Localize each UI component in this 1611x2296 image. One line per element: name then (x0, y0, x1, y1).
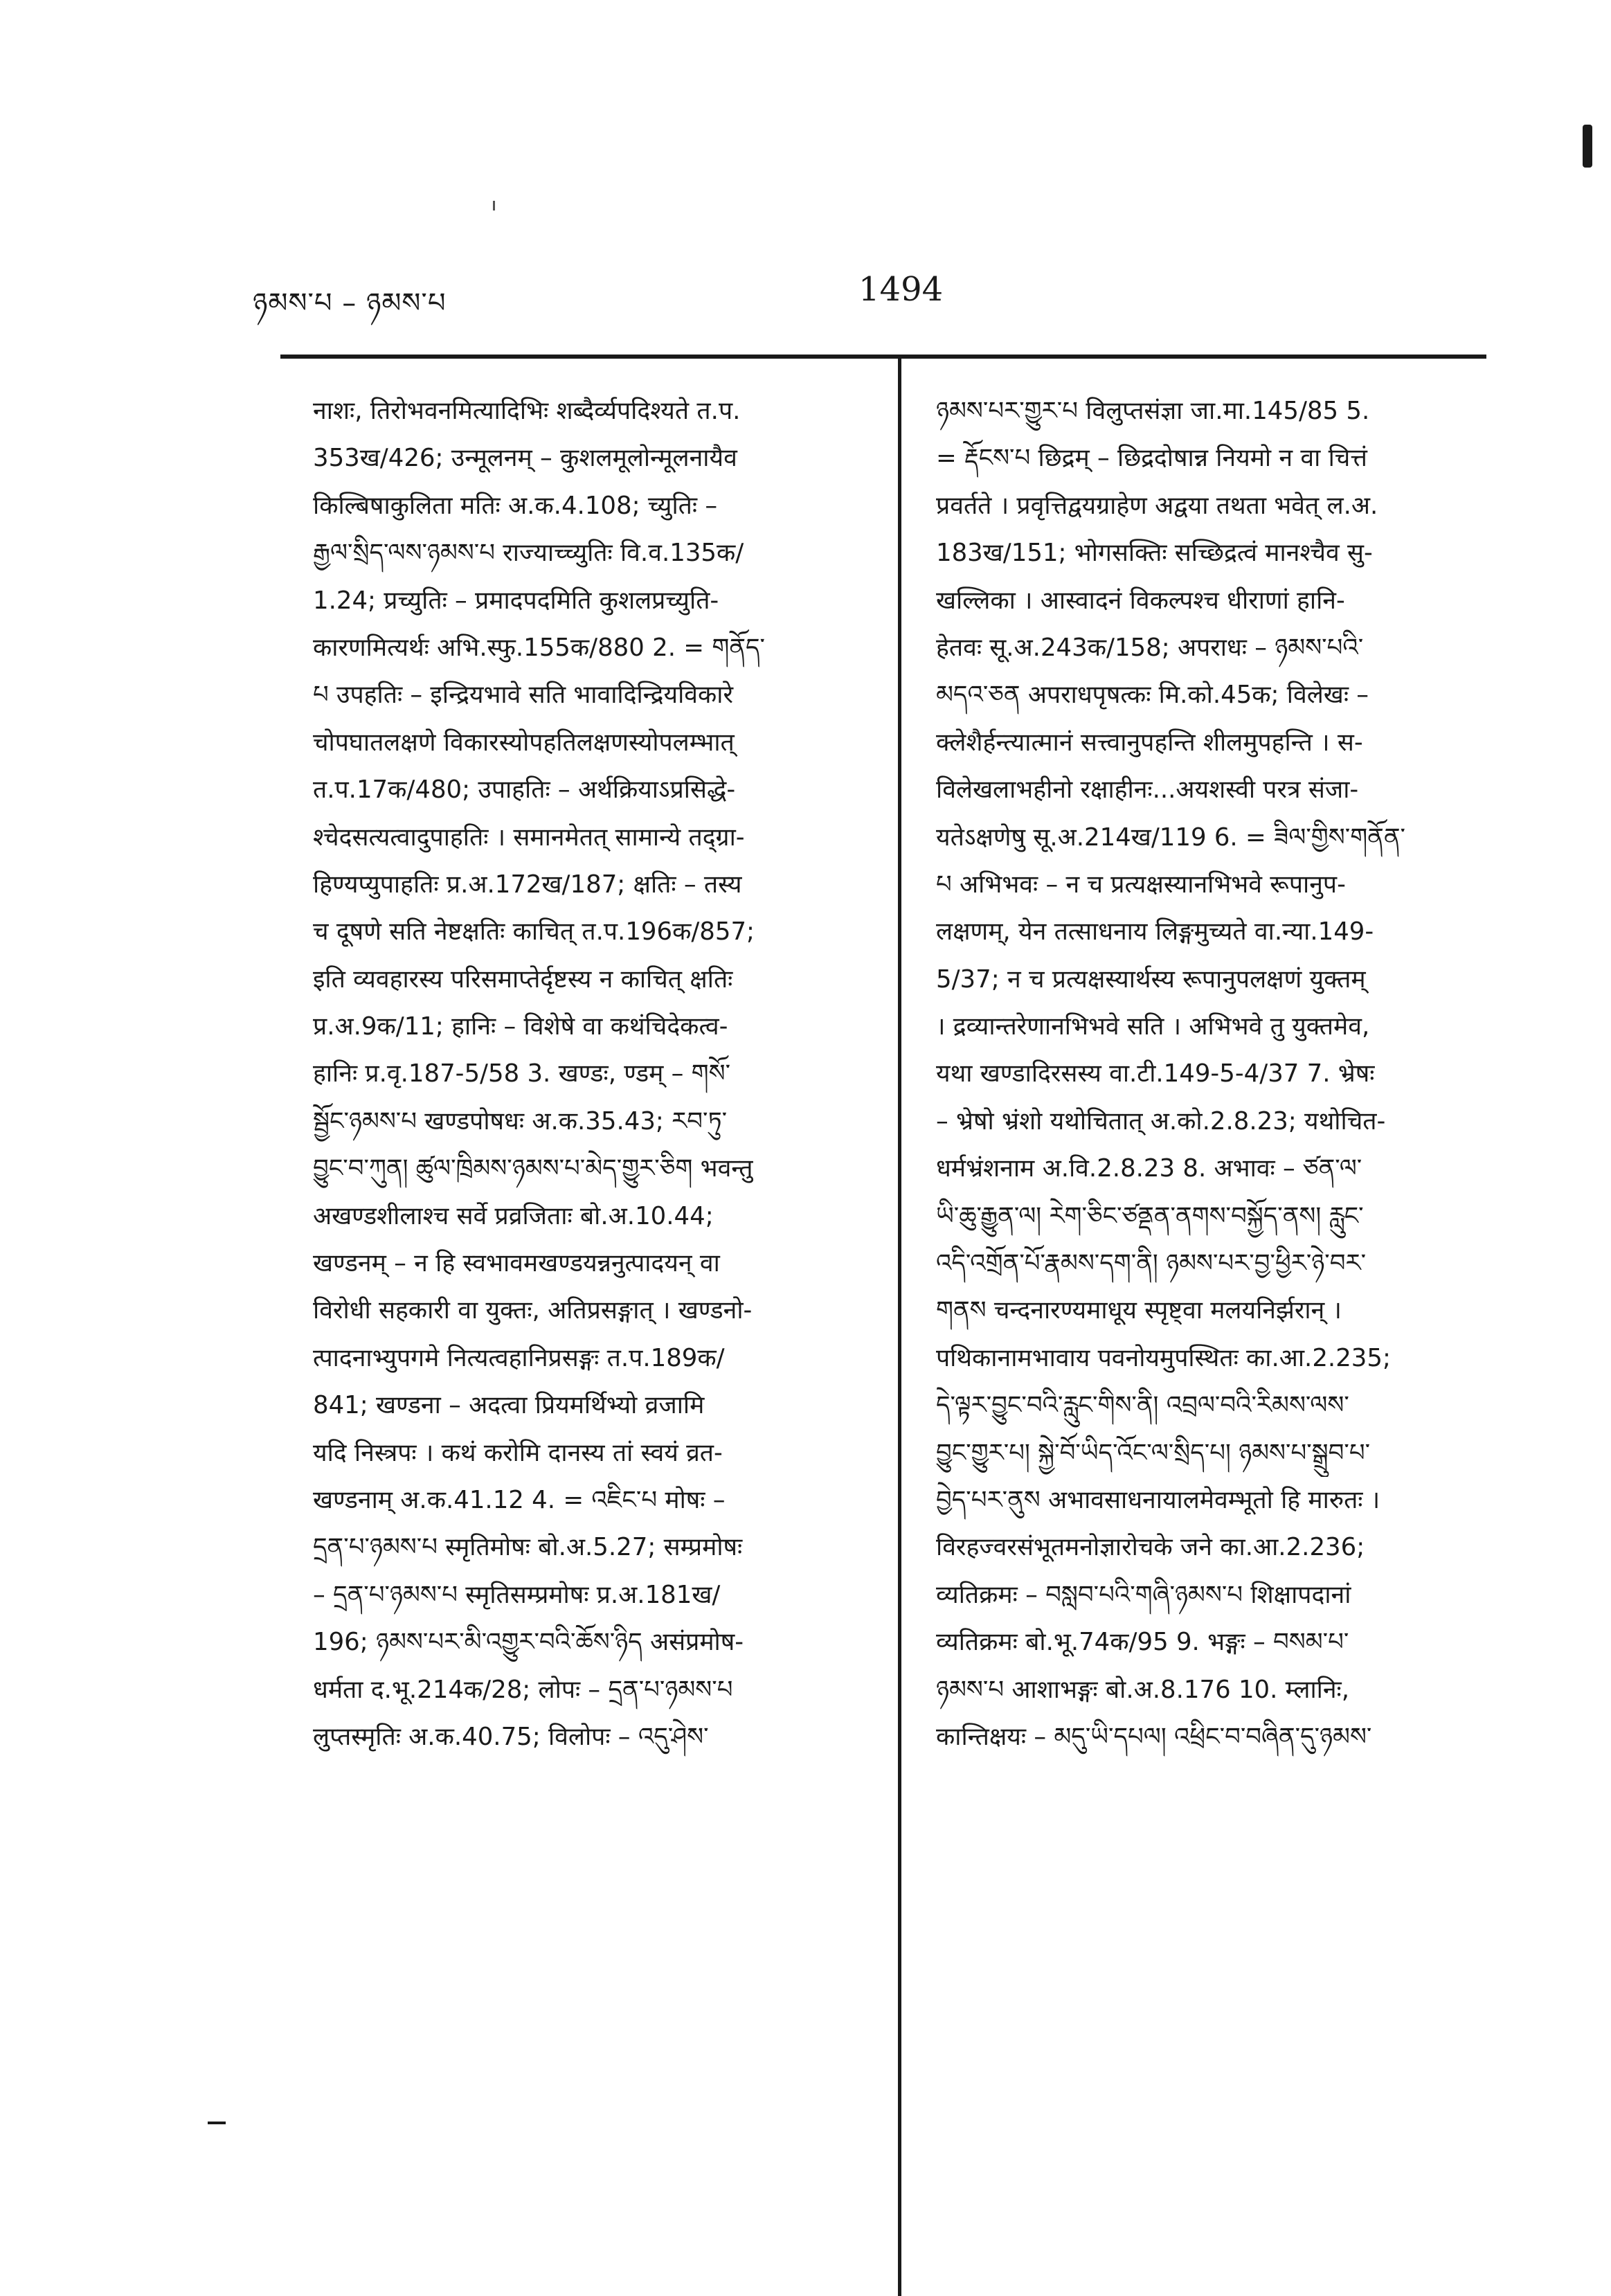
scan-mark (1583, 125, 1592, 168)
text-line: विरहज्वरसंभूतमनोज्ञारोचके जने का.आ.2.236; (936, 1533, 1365, 1562)
text-line: किल्बिषाकुलिता मतिः अ.क.4.108; च्युतिः – (313, 491, 718, 520)
text-line: प्र.अ.9क/11; हानिः – विशेषे वा कथंचिदेकत्व- (313, 1012, 728, 1041)
text-line: त.प.17क/480; उपाहतिः – अर्थक्रियाऽप्रसिद्धे- (313, 775, 736, 805)
text-line: པ अभिभवः – न च प्रत्यक्षस्यानभिभवे रूपानुप- (936, 870, 1346, 899)
scan-speck (493, 201, 495, 210)
left-column (313, 388, 905, 1761)
text-line: यतेऽक्षणेषु सू.अ.214ख/119 6. = ཟིལ་གྱིས་གནོན་ (936, 823, 1405, 852)
scan-dash (208, 2122, 226, 2124)
text-line: རྒྱལ་སྲིད་ལས་ཉམས་པ राज्याच्च्युतिः वि.व.135क/ (313, 539, 744, 568)
text-line: པ उपहतिः – इन्द्रियभावे सति भावादिन्द्रियविकारे (313, 681, 733, 710)
text-line: 353ख/426; उन्मूलनम् – कुशलमूलोन्मूलनायैव (313, 444, 737, 473)
right-column (936, 388, 1528, 1761)
text-line: नाशः, तिरोभवनमित्यादिभिः शब्दैर्व्यपदिश्यते त.प. (313, 397, 741, 425)
text-line: विरोधी सहकारी वा युक्तः, अतिप्रसङ्गात् । खण्डनो- (313, 1296, 753, 1325)
text-line: 5/37; न च प्रत्यक्षस्यार्थस्य रूपानुपलक्षणं युक्तम् (936, 965, 1366, 994)
text-line: श्चेदसत्यत्वादुपाहतिः । समानमेतत् सामान्ये तद्ग्रा- (313, 823, 745, 852)
text-line: खल्लिका । आस्वादनं विकल्पश्च धीराणां हानि- (936, 586, 1345, 615)
text-line: 1.24; प्रच्युतिः – प्रमादपदमिति कुशलप्रच्युति- (313, 586, 719, 615)
text-line: = རྡོངས་པ छिद्रम् – छिद्रदोषान्न नियमो न वा चित्तं (936, 444, 1367, 473)
text-line: བྱུང་བ་ཀུན། ཚུལ་ཁྲིམས་ཉམས་པ་མེད་གྱུར་ཅིག भवन्तु (313, 1154, 753, 1183)
text-line: खण्डनम् – न हि स्वभावमखण्डयन्ननुत्पादयन् वा (313, 1249, 720, 1278)
text-line: खण्डनाम् अ.क.41.12 4. = འཇིང་པ मोषः – (313, 1485, 726, 1514)
text-line: पथिकानामभावाय पवनोयमुपस्थितः का.आ.2.235; (936, 1343, 1391, 1372)
text-line: धर्मभ्रंशनाम अ.वि.2.8.23 8. अभावः – ཙན་ལ་ (936, 1154, 1362, 1183)
text-line: व्यतिक्रमः – བསླབ་པའི་གཞི་ཉམས་པ शिक्षापदानां (936, 1580, 1351, 1609)
text-line: व्यतिक्रमः बो.भू.74क/95 9. भङ्गः – བསམ་པ་ (936, 1628, 1349, 1657)
text-line: – भ्रेषो भ्रंशो यथोचितात् अ.को.2.8.23; यथोचित- (936, 1106, 1386, 1136)
text-line: च दूषणे सति नेष्टक्षतिः काचित् त.प.196क/857; (313, 917, 755, 947)
text-line: अखण्डशीलाश्च सर्वे प्रव्रजिताः बो.अ.10.44; (313, 1201, 714, 1230)
text-line: དེ་ལྟར་བྱུང་བའི་རླུང་གིས་ནི། འབྲལ་བའི་རིམས་ལས་ (936, 1391, 1349, 1420)
text-line: कान्तिक्षयः – མདུ་ཡི་དཔལ། འཕྲིང་བ་བཞིན་དུ་ཉམས་ (936, 1722, 1372, 1751)
text-line: 196; ཉམས་པར་མི་འགྱུར་བའི་ཆོས་ཉིད असंप्रमोष- (313, 1628, 744, 1657)
text-line: चोपघातलक्षणे विकारस्योपहतिलक्षणस्योपलम्भात् (313, 728, 735, 757)
text-line: བྱེད་པར་ནུས अभावसाधनायालमेवम्भूतो हि मारुतः । (936, 1485, 1380, 1514)
text-line: लक्षणम्, येन तत्साधनाय लिङ्गमुच्यते वा.न्या.149- (936, 917, 1374, 947)
text-line: ཡི་ཆུ་རྒྱུན་ལ། རེག་ཅིང་ཙནྡན་ནགས་བསྐྱོད་ནས། རླུང་ (936, 1201, 1364, 1230)
text-line: इति व्यवहारस्य परिसमाप्तेर्दृष्टस्य न काचित् क्षतिः (313, 965, 733, 994)
text-line: धर्मता द.भू.214क/28; लोपः – དྲན་པ་ཉམས་པ (313, 1675, 733, 1704)
text-line: । द्रव्यान्तरेणानभिभवे सति । अभिभवे तु युक्तमेव, (936, 1012, 1370, 1041)
text-line: हानिः प्र.वृ.187-5/58 3. खण्डः, ण्डम् – གསོ་ (313, 1059, 731, 1088)
text-line: འདི་འགྲོན་པོ་རྣམས་དག་ནི། ཉམས་པར་བྱ་ཕྱིར་ཉེ་བར་ (936, 1249, 1367, 1278)
text-line: यथा खण्डादिरसस्य वा.टी.149-5-4/37 7. भ्रेषः (936, 1059, 1375, 1088)
text-line: हेतवः सू.अ.243क/158; अपराधः – ཉམས་པའི་ (936, 633, 1364, 662)
text-line: བྱུང་གྱུར་པ། སྐྱེ་བོ་ཡིད་འོང་ལ་སྲིད་པ། ཉམས་པ་སྒྲུབ་པ་ (936, 1438, 1371, 1467)
text-line: ཉམས་པ आशाभङ्गः बो.अ.8.176 10. म्लानिः, (936, 1675, 1350, 1704)
text-line: མདའ་ཅན अपराधपृषत्कः मि.को.45क; विलेखः – (936, 681, 1369, 710)
text-line: ཉམས་པར་གྱུར་པ विलुप्तसंज्ञा जा.मा.145/85 5. (936, 397, 1370, 425)
text-line: लुप्तस्मृतिः अ.क.40.75; विलोपः – འདུ་ཤེས་ (313, 1722, 709, 1751)
page-number: 1494 (858, 270, 944, 309)
text-line: क्लेशैर्हन्त्यात्मानं सत्त्वानुपहन्ति शीलमुपहन्ति । स- (936, 728, 1363, 757)
text-line: སྦྱོང་ཉམས་པ खण्डपोषधः अ.क.35.43; རབ་ཏུ་ (313, 1106, 728, 1136)
text-line: प्रवर्तते । प्रवृत्तिद्वयग्राहेण अद्वया तथता भवेत् ल.अ. (936, 491, 1378, 520)
text-line: 841; खण्डना – अदत्वा प्रियमर्थिभ्यो व्रजामि (313, 1391, 705, 1420)
running-head: ཉམས་པ – ཉམས་པ (253, 287, 447, 319)
text-line: དྲན་པ་ཉམས་པ स्मृतिमोषः बो.अ.5.27; सम्प्रमोषः (313, 1533, 743, 1562)
header-rule (280, 355, 1486, 359)
text-line: कारणमित्यर्थः अभि.स्फु.155क/880 2. = གནོད་ (313, 633, 766, 662)
text-line: विलेखलाभहीनो रक्षाहीनः...अयशस्वी परत्र संजा- (936, 775, 1359, 805)
text-line: यदि निस्त्रपः । कथं करोमि दानस्य तां स्वयं व्रत- (313, 1438, 723, 1467)
text-line: 183ख/151; भोगसक्तिः सच्छिद्रत्वं मानश्चैव सु- (936, 539, 1373, 568)
text-line: हिण्यप्युपाहतिः प्र.अ.172ख/187; क्षतिः – तस्य (313, 870, 742, 899)
text-line: त्पादनाभ्युपगमे नित्यत्वहानिप्रसङ्गः त.प.189क/ (313, 1343, 725, 1372)
text-line: – དྲན་པ་ཉམས་པ स्मृतिसम्प्रमोषः प्र.अ.181ख/ (313, 1580, 721, 1609)
text-line: གནས चन्दनारण्यमाधूय स्पृष्ट्वा मलयनिर्झरान् । (936, 1296, 1342, 1325)
